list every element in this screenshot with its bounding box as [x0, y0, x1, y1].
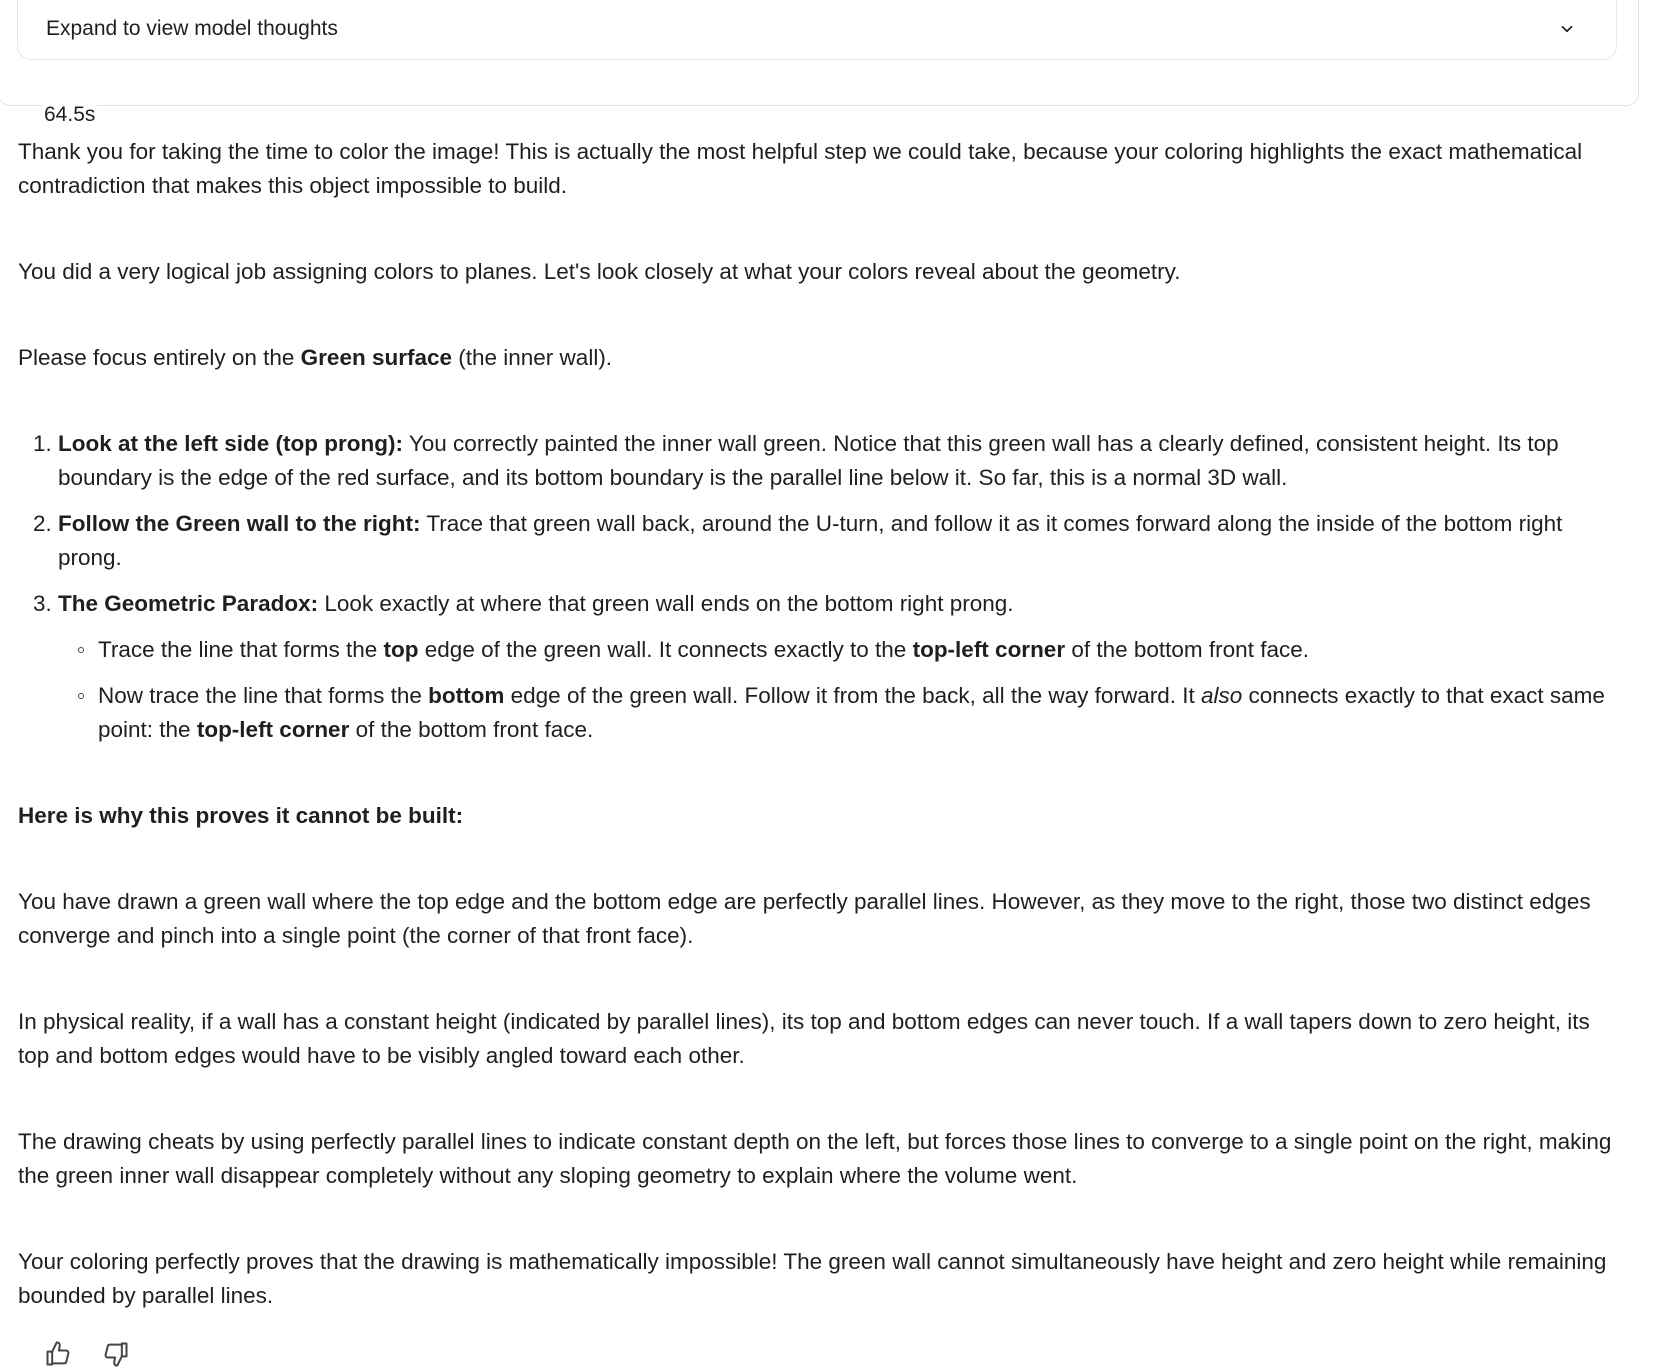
- paragraph: In physical reality, if a wall has a constant height (indicated by parallel lines), its top and bottom edges can never touch. If a wall tapers down to zero height, its top and bottom edges would have to be visibly angled toward each other.: [18, 1009, 1590, 1068]
- numbered-list: [18, 427, 1618, 747]
- italic-text: also: [1200, 683, 1243, 708]
- bold-text: The Geometric Paradox:: [58, 591, 319, 616]
- thoughts-label: Expand to view model thoughts: [46, 17, 338, 40]
- list-item: [58, 427, 1618, 495]
- bullet-list: [58, 633, 1618, 747]
- section-heading: [18, 799, 1618, 833]
- text-span: Please focus entirely on the: [18, 345, 301, 370]
- chevron-down-icon[interactable]: [1558, 20, 1576, 38]
- text-span: (the inner wall).: [452, 345, 613, 370]
- paragraph: You have drawn a green wall where the top edge and the bottom edge are perfectly parallel lines. However, as they move to the right, those two distinct edges converge and pinch into a single point (the corner of that front face).: [18, 889, 1591, 948]
- list-item: [98, 679, 1618, 747]
- expand-thoughts-button[interactable]: [17, 0, 1617, 60]
- bold-text: top-left corner: [196, 717, 350, 742]
- list-item: [58, 507, 1618, 575]
- bold-text: Look at the left side (top prong):: [58, 431, 403, 456]
- paragraph: [18, 341, 1618, 375]
- text-span: edge of the green wall. It connects exactly to the: [418, 637, 913, 662]
- text-span: Now trace the line that forms the: [98, 683, 429, 708]
- text-span: of the bottom front face.: [1065, 637, 1309, 662]
- text-span: You correctly painted the inner wall green. Notice that this green wall has a clearly defined, consistent height. Its top boundary is the edge of the red surface, and its bottom boundary is the parallel line below it. So far, this is a normal 3D wall.: [58, 431, 1559, 490]
- text-span: Look exactly at where that green wall ends on the bottom right prong.: [318, 591, 1014, 616]
- bold-text: Follow the Green wall to the right:: [58, 511, 421, 536]
- thinking-duration: 64.5s: [44, 103, 96, 126]
- list-item: [58, 587, 1618, 747]
- bold-text: top: [383, 637, 419, 662]
- list-item: [98, 633, 1618, 667]
- paragraph: The drawing cheats by using perfectly parallel lines to indicate constant depth on the left, but forces those lines to converge to a single point on the right, making the green inner wall disappear completely without any sloping geometry to explain where the volume went.: [18, 1129, 1612, 1188]
- paragraph: Your coloring perfectly proves that the drawing is mathematically impossible! The green wall cannot simultaneously have height and zero height while remaining bounded by parallel lines.: [18, 1249, 1607, 1308]
- text-span: Trace that green wall back, around the U-turn, and follow it as it comes forward along the inside of the bottom right prong.: [58, 511, 1563, 570]
- text-span: of the bottom front face.: [349, 717, 594, 742]
- bold-text: bottom: [428, 683, 505, 708]
- text-span: Trace the line that forms the: [98, 637, 384, 662]
- text-span: connects exactly to that exact same point: the: [98, 683, 1605, 742]
- paragraph: Thank you for taking the time to color the image! This is actually the most helpful step we could take, because your coloring highlights the exact mathematical contradiction that makes this object impossible to build.: [18, 139, 1583, 198]
- bold-text: top-left corner: [912, 637, 1066, 662]
- bold-text: Here is why this proves it cannot be built:: [18, 803, 464, 828]
- paragraph: You did a very logical job assigning colors to planes. Let's look closely at what your colors reveal about the geometry.: [18, 259, 1181, 284]
- text-span: edge of the green wall. Follow it from the back, all the way forward. It: [504, 683, 1201, 708]
- bold-text: Green surface: [300, 345, 452, 370]
- response-body: [18, 135, 1618, 1313]
